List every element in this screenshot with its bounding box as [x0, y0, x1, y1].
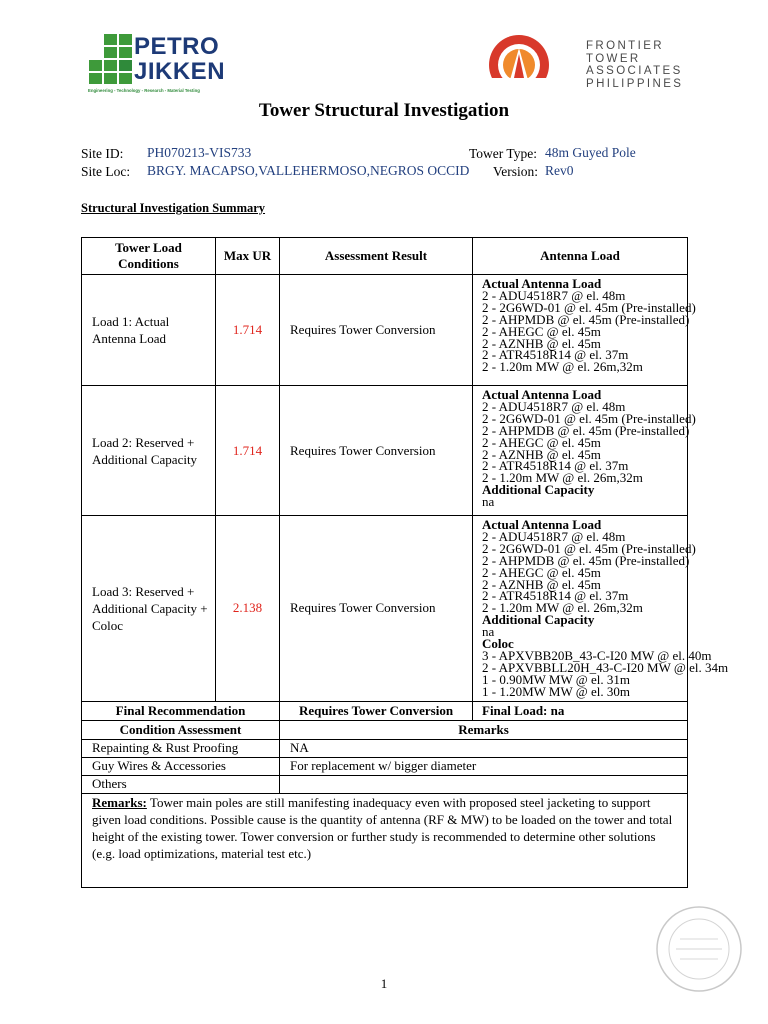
frontier-tower-logo	[486, 34, 684, 94]
antenna-load-list	[473, 275, 696, 386]
investigation-summary-table	[81, 237, 729, 888]
antenna-item: 1 - 1.20MW MW @ el. 30m	[482, 683, 630, 699]
antenna-item: 2 - 2G6WD-01 @ el. 45m (Pre-installed)	[482, 299, 696, 315]
assessment-result: Requires Tower Conversion	[280, 516, 473, 702]
assessment-item: Repainting & Rust Proofing	[82, 739, 280, 757]
page-title: Tower Structural Investigation	[258, 100, 510, 121]
antenna-item: 1 - 0.90MW MW @ el. 31m	[482, 671, 630, 687]
load-condition: Load 1: Actual Antenna Load	[82, 275, 216, 386]
load-condition: Load 3: Reserved + Additional Capacity + Coloc	[82, 516, 216, 702]
antenna-item: 2 - AHEGC @ el. 45m	[482, 564, 601, 580]
max-ur-value: 1.714	[216, 386, 280, 516]
antenna-section-heading: Actual Antenna Load	[482, 517, 602, 532]
petro-jikken-grid-icon	[88, 34, 134, 88]
antenna-item: 2 - AHEGC @ el. 45m	[482, 434, 601, 450]
assessment-row	[82, 739, 688, 757]
version-label: Version:	[493, 164, 538, 179]
site-id-value: PH070213-VIS733	[147, 145, 252, 160]
antenna-item: 2 - 2G6WD-01 @ el. 45m (Pre-installed)	[482, 540, 696, 556]
antenna-load-list	[473, 516, 729, 702]
max-ur-value: 1.714	[216, 275, 280, 386]
final-recommendation-row	[82, 701, 688, 720]
max-ur-value: 2.138	[216, 516, 280, 702]
frontier-wordmark: FRONTIER TOWER ASSOCIATES PHILIPPINES	[586, 40, 684, 90]
tower-type-label: Tower Type:	[469, 146, 537, 161]
assessment-row	[82, 757, 688, 775]
page-number: 1	[380, 976, 388, 991]
antenna-item: 2 - ADU4518R7 @ el. 48m	[482, 398, 626, 414]
petro-jikken-tagline: Engineering - Technology - Research - Material Testing	[88, 88, 200, 93]
antenna-item: 2 - ATR4518R14 @ el. 37m	[482, 588, 629, 604]
remarks-heading: Remarks:	[92, 794, 147, 810]
assessment-remark: NA	[280, 739, 688, 757]
tower-type-value: 48m Guyed Pole	[545, 145, 636, 160]
antenna-section-heading: Actual Antenna Load	[482, 387, 602, 402]
antenna-item: 2 - AHPMDB @ el. 45m (Pre-installed)	[482, 422, 690, 438]
antenna-item: na	[482, 494, 495, 510]
load-condition: Load 2: Reserved + Additional Capacity	[82, 386, 216, 516]
table-row	[82, 386, 688, 516]
antenna-item: 2 - 1.20m MW @ el. 26m,32m	[482, 600, 643, 616]
final-recommendation-label: Final Recommendation	[82, 701, 280, 720]
antenna-section-heading: Additional Capacity	[482, 612, 595, 628]
assessment-result: Requires Tower Conversion	[280, 386, 473, 516]
antenna-item: 2 - APXVBBLL20H_43-C-I20 MW @ el. 34m	[482, 659, 729, 675]
antenna-section-heading: Additional Capacity	[482, 482, 595, 498]
antenna-item: 2 - AZNHB @ el. 45m	[482, 335, 601, 351]
assessment-result: Requires Tower Conversion	[280, 275, 473, 386]
antenna-item: 2 - 2G6WD-01 @ el. 45m (Pre-installed)	[482, 410, 696, 426]
antenna-load-list	[473, 386, 696, 516]
remarks-block	[82, 793, 688, 887]
table-row	[82, 275, 688, 386]
header-assessment-result: Assessment Result	[280, 238, 473, 275]
antenna-item: 2 - AHEGC @ el. 45m	[482, 323, 601, 339]
header-conditions: Tower Load Conditions	[82, 238, 216, 275]
assessment-remark: For replacement w/ bigger diameter	[280, 757, 688, 775]
version-value: Rev0	[545, 163, 574, 178]
remarks-label: Remarks	[280, 720, 688, 739]
antenna-section-heading: Coloc	[482, 636, 514, 652]
petro-jikken-logo	[88, 34, 238, 94]
summary-title: Structural Investigation Summary	[81, 201, 266, 215]
table-header-row	[82, 238, 688, 275]
antenna-item: 2 - ADU4518R7 @ el. 48m	[482, 287, 626, 303]
antenna-item: 2 - AHPMDB @ el. 45m (Pre-installed)	[482, 552, 690, 568]
frontier-sun-icon	[488, 34, 550, 96]
antenna-item: 2 - AZNHB @ el. 45m	[482, 446, 601, 462]
petro-jikken-wordmark: PETRO JIKKEN	[134, 33, 226, 85]
antenna-item: 2 - ADU4518R7 @ el. 48m	[482, 528, 626, 544]
antenna-item: 2 - AHPMDB @ el. 45m (Pre-installed)	[482, 311, 690, 327]
header-antenna-load: Antenna Load	[473, 238, 688, 275]
antenna-section-heading: Actual Antenna Load	[482, 276, 602, 291]
remarks-text: Tower main poles are still manifesting inadequacy even with proposed steel jacketing to support given load conditions. Possible cause is the quantity of antenna (RF & MW) to be loaded on the tower and total height of the existing tower. Tower conversion or further study is recommended to determine other solutions (e.g. load optimizations, material test etc.)	[92, 794, 673, 861]
assessment-remark	[280, 775, 688, 793]
assessment-item: Guy Wires & Accessories	[82, 757, 280, 775]
antenna-item: 3 - APXVBB20B_43-C-I20 MW @ el. 40m	[482, 647, 712, 663]
condition-assessment-label: Condition Assessment	[82, 720, 280, 739]
site-loc-value: BRGY. MACAPSO,VALLEHERMOSO,NEGROS OCCID	[147, 163, 470, 178]
antenna-item: 2 - ATR4518R14 @ el. 37m	[482, 458, 629, 474]
header-max-ur: Max UR	[216, 238, 280, 275]
antenna-item: 2 - AZNHB @ el. 45m	[482, 576, 601, 592]
site-loc-label: Site Loc:	[81, 164, 131, 179]
site-id-label: Site ID:	[81, 146, 124, 161]
antenna-item: na	[482, 624, 495, 640]
table-row	[82, 516, 688, 702]
final-load: Final Load: na	[473, 701, 688, 720]
antenna-item: 2 - 1.20m MW @ el. 26m,32m	[482, 359, 643, 375]
condition-assessment-header-row	[82, 720, 688, 739]
assessment-item: Others	[82, 775, 280, 793]
assessment-row	[82, 775, 688, 793]
final-recommendation-value: Requires Tower Conversion	[280, 701, 473, 720]
remarks-row	[82, 793, 688, 887]
antenna-item: 2 - ATR4518R14 @ el. 37m	[482, 347, 629, 363]
antenna-item: 2 - 1.20m MW @ el. 26m,32m	[482, 470, 643, 486]
